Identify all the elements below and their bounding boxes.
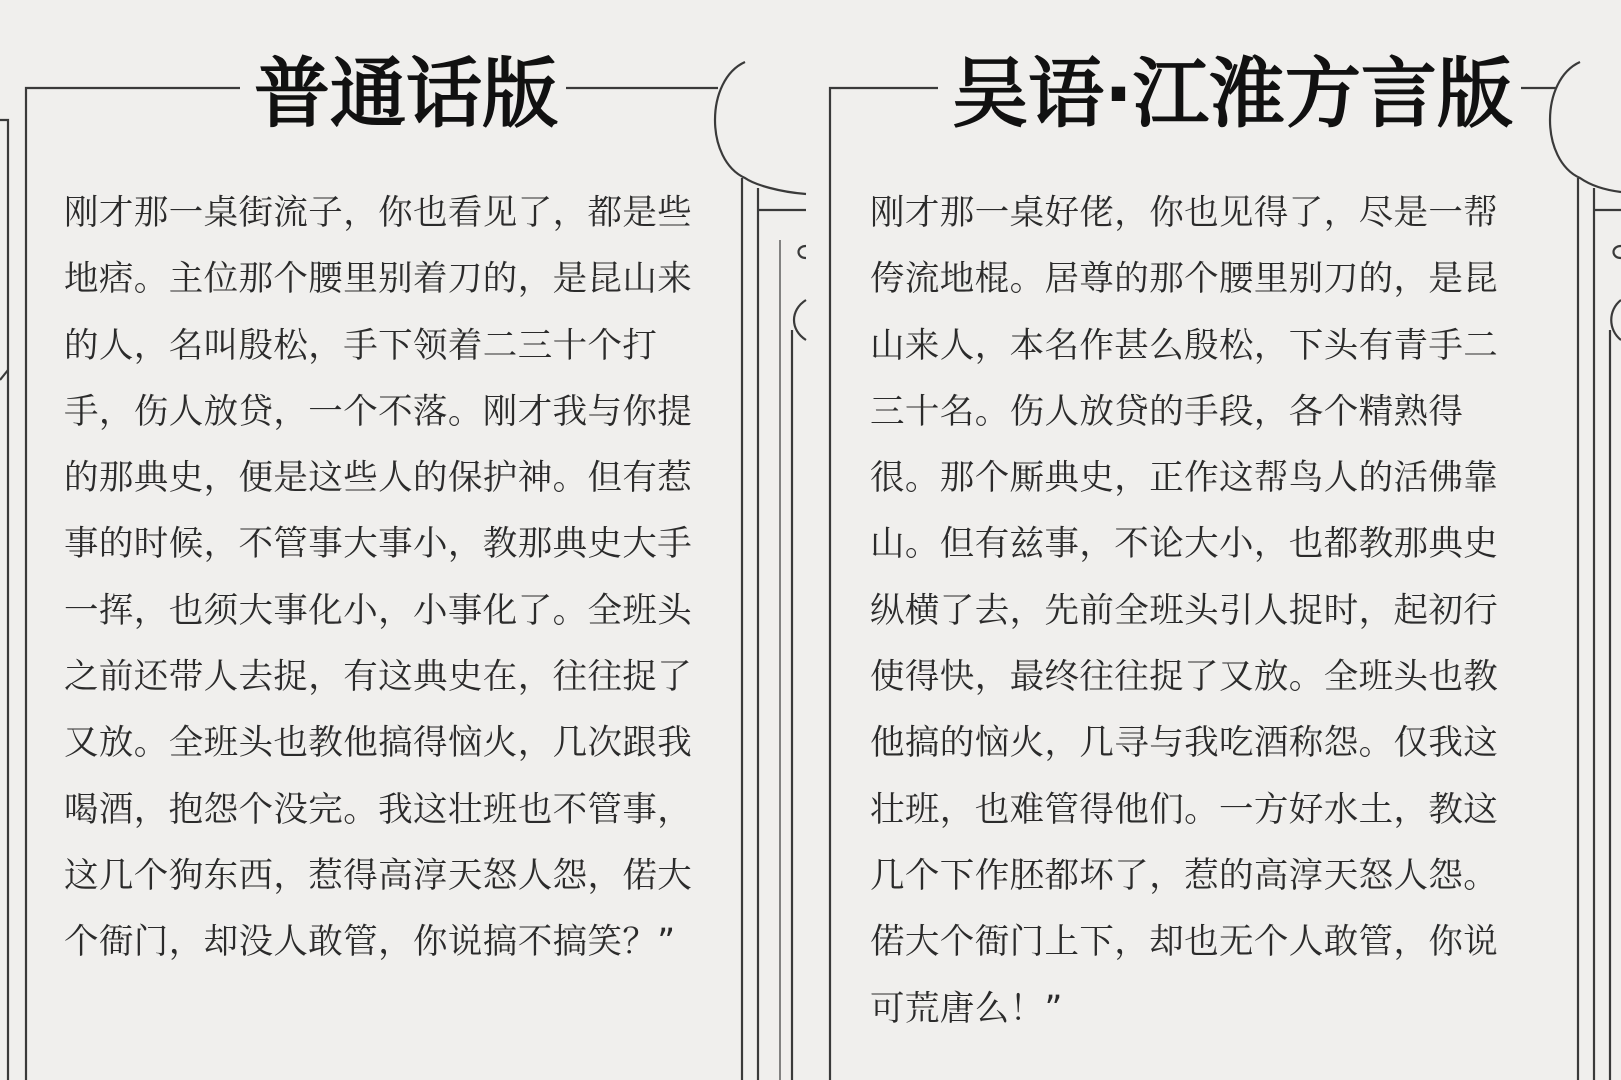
text-line: 一挥，也须大事化小，小事化了。全班头	[64, 590, 693, 631]
text-line: 可荒唐么！”	[870, 988, 1063, 1029]
dialect-text-block	[870, 180, 1530, 1042]
text-line: 又放。全班头也教他搞得恼火，几次跟我	[64, 723, 693, 764]
text-line: 的人，名叫殷松，手下领着二三十个打	[64, 325, 658, 366]
text-line: 使得快，最终往往捉了又放。全班头也教	[870, 657, 1499, 698]
text-line: 个衙门，却没人敢管，你说搞不搞笑？”	[64, 922, 676, 963]
text-line: 刚才那一桌好佬，你也见得了，尽是一帮	[870, 193, 1499, 233]
text-line: 的那典史，便是这些人的保护神。但有惹	[64, 458, 693, 499]
wu-jianghuai-dialect-version-title: 吴语·江淮方言版	[944, 44, 1521, 144]
text-line: 侉流地棍。居尊的那个腰里别刀的，是昆	[870, 259, 1499, 300]
mandarin-text-block	[64, 180, 724, 976]
text-line: 几个下作胚都坏了，惹的高淳天怒人怨。	[870, 855, 1499, 896]
text-line: 事的时候，不管事大事小，教那典史大手	[64, 524, 693, 565]
text-line: 偌大个衙门上下，却也无个人敢管，你说	[870, 922, 1499, 963]
text-line: 手，伤人放贷，一个不落。刚才我与你提	[64, 391, 693, 432]
text-line: 壮班，也难管得他们。一方好水土，教这	[870, 789, 1499, 830]
mandarin-version-title: 普通话版	[246, 44, 566, 144]
text-line: 刚才那一桌街流子，你也看见了，都是些	[64, 193, 693, 233]
text-line: 喝酒，抱怨个没完。我这壮班也不管事，	[64, 789, 693, 830]
text-line: 这几个狗东西，惹得高淳天怒人怨，偌大	[64, 855, 693, 896]
text-line: 三十名。伤人放贷的手段，各个精熟得	[870, 391, 1464, 432]
text-line: 很。那个厮典史，正作这帮鸟人的活佛靠	[870, 458, 1499, 499]
text-line: 纵横了去，先前全班头引人捉时，起初行	[870, 590, 1499, 631]
text-line: 山来人，本名作甚么殷松，下头有青手二	[870, 325, 1499, 366]
text-line: 山。但有兹事，不论大小，也都教那典史	[870, 524, 1499, 565]
text-line: 地痞。主位那个腰里别着刀的，是昆山来	[64, 259, 693, 300]
text-line: 之前还带人去捉，有这典史在，往往捉了	[64, 657, 693, 698]
text-line: 他搞的恼火，几寻与我吃酒称怨。仅我这	[870, 723, 1499, 764]
